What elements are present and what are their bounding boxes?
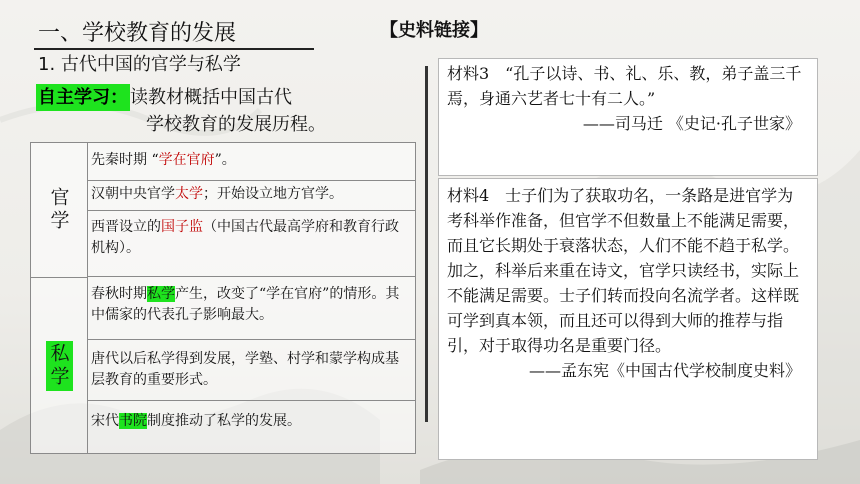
material-4-source: ——孟东宪《中国古代学校制度史料》 — [528, 361, 801, 380]
row-text: 西晋设立的 — [91, 219, 161, 235]
table-row — [88, 143, 415, 181]
row-text: 先秦时期 “ — [91, 152, 159, 168]
row-text: 宋代 — [91, 413, 119, 429]
table-row — [88, 401, 415, 453]
school-development-table — [30, 142, 416, 454]
material-4-text: 材料4 士子们为了获取功名，一条路是进官学为考科举作准备，但官学不但数量上不能满足需要，而且它长期处于衰落状态，人们不能不趋于私学。加之，科举后来重在诗文，官学只读经书，实际上不能满足需要。士子们转而投向名流学者。这样既可学到真本领，而且还可以得到大师的推荐与指引，对于取得功名是重要门径。 — [447, 186, 800, 355]
official-school-label: 官学 — [47, 187, 70, 233]
material-3-box — [438, 58, 818, 176]
self-study-text-line2: 学校教育的发展历程。 — [146, 114, 326, 135]
row-text: ；开始设立地方官学。 — [203, 186, 343, 202]
self-study-badge: 自主学习： — [36, 84, 130, 111]
keyword-red: 太学 — [175, 186, 203, 202]
row-text: 产生，改变了“学在官府”的情形。其中儒家的代表孔子影响最大。 — [91, 286, 400, 323]
self-study-prompt — [36, 84, 326, 138]
keyword-highlight: 私学 — [147, 286, 175, 302]
row-text: （中国古代最高学府和教育行政机构）。 — [91, 219, 399, 256]
self-study-text-line1: 读教材概括中国古代 — [130, 87, 292, 108]
row-text: 制度推动了私学的发展。 — [147, 413, 301, 429]
table-row — [88, 340, 415, 401]
row-text: 春秋时期 — [91, 286, 147, 302]
material-3-text: 材料3 “孔子以诗、书、礼、乐、教，弟子盖三千焉，身通六艺者七十有二人。” — [447, 64, 802, 108]
row-text: 唐代以后私学得到发展，学塾、村学和蒙学构成基层教育的重要形式。 — [91, 351, 399, 388]
vertical-divider — [425, 66, 428, 422]
row-text: ”。 — [214, 152, 236, 168]
historical-materials-heading: 【史料链接】 — [380, 20, 488, 41]
section-title: 一、学校教育的发展 — [38, 21, 237, 46]
table-row — [88, 211, 415, 277]
official-school-category — [31, 143, 88, 278]
keyword-red: 国子监 — [161, 219, 203, 235]
private-school-category — [31, 278, 88, 453]
table-row — [88, 278, 415, 340]
row-text: 汉朝中央官学 — [91, 186, 175, 202]
keyword-highlight: 书院 — [119, 413, 147, 429]
private-school-label: 私学 — [46, 341, 73, 391]
table-row — [88, 181, 415, 211]
material-4-box — [438, 178, 818, 460]
material-3-source: ——司马迁 《史记·孔子世家》 — [582, 114, 801, 133]
keyword-red: 学在官府 — [158, 152, 215, 168]
subtitle: 1. 古代中国的官学与私学 — [38, 54, 241, 75]
